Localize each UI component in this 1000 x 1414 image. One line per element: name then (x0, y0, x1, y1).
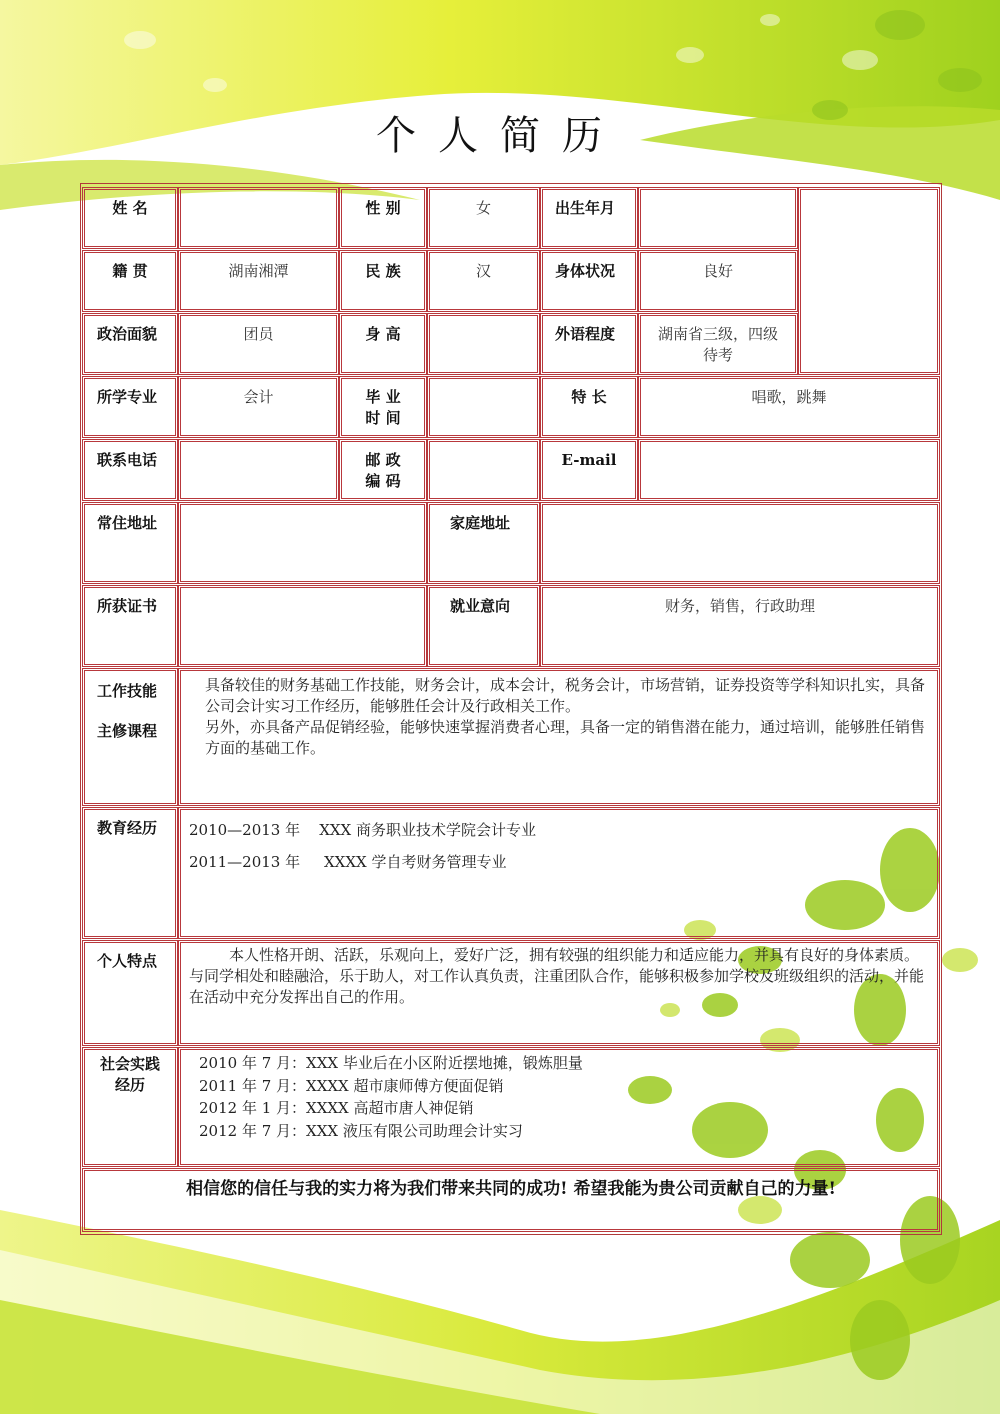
birth-value (638, 187, 798, 249)
personality-content: 本人性格开朗、活跃，乐观向上，爱好广泛，拥有较强的组织能力和适应能力，并具有良好的身体素质。与同学相处和睦融洽，乐于助人，对工作认真负责，注重团队合作，能够积极参加学校及班级组织的活动，并能在活动中充分发挥出自己的作用。 (178, 940, 940, 1046)
skills-label-line-1: 工作技能 (97, 682, 158, 700)
political-value: 团员 (178, 313, 339, 375)
name-value (178, 187, 339, 249)
name-label: 姓 名 (82, 187, 178, 249)
skills-label (82, 668, 178, 806)
skills-paragraph: 另外，亦具备产品促销经验，能够快速掌握消费者心理，具备一定的销售潜在能力，通过培训，能够胜任销售方面的基础工作。 (205, 718, 926, 757)
birth-label: 出生年月 (540, 187, 638, 249)
cert-label: 所获证书 (82, 585, 178, 667)
skill-label: 特 长 (540, 376, 638, 438)
education-content (178, 807, 940, 939)
ethnic-label: 民 族 (339, 250, 427, 312)
closing-statement: 相信您的信任与我的实力将为我们带来共同的成功! 希望我能为贵公司贡献自己的力量! (82, 1168, 940, 1232)
major-value: 会计 (178, 376, 339, 438)
practice-item: 2011 年 7 月：XXXX 超市康师傅方便面促销 (199, 1076, 504, 1095)
native-value: 湖南湘潭 (178, 250, 339, 312)
skills-paragraph: 具备较佳的财务基础工作技能，财务会计，成本会计，税务会计，市场营销，证券投资等学科知识扎实，具备公司会计实习工作经历，能够胜任会计及行政相关工作。 (205, 676, 926, 715)
political-label: 政治面貌 (82, 313, 178, 375)
gender-label: 性 别 (339, 187, 427, 249)
intent-label: 就业意向 (427, 585, 540, 667)
education-item: 2010—2013 年 XXX 商务职业技术学院会计专业 (189, 821, 536, 839)
postal-value (427, 439, 540, 501)
practice-label-line-2: 经历 (114, 1076, 145, 1094)
education-label: 教育经历 (82, 807, 178, 939)
cert-value (178, 585, 427, 667)
phone-value (178, 439, 339, 501)
height-label: 身 高 (339, 313, 427, 375)
postal-label-line-2: 编 码 (365, 472, 401, 490)
practice-item: 2012 年 7 月：XXX 液压有限公司助理会计实习 (199, 1121, 523, 1140)
practice-label-line-1: 社会实践 (99, 1055, 160, 1073)
photo-box (798, 187, 940, 375)
language-label: 外语程度 (540, 313, 638, 375)
height-value (427, 313, 540, 375)
skills-label-line-2: 主修课程 (97, 722, 158, 740)
grad-label (339, 376, 427, 438)
grad-value (427, 376, 540, 438)
practice-item: 2012 年 1 月：XXXX 高超市唐人神促销 (199, 1099, 474, 1117)
intent-value: 财务，销售，行政助理 (540, 585, 940, 667)
education-item: 2011—2013 年 XXXX 学自考财务管理专业 (189, 853, 507, 871)
home-value (540, 502, 940, 584)
postal-label-line-1: 邮 政 (365, 451, 401, 469)
grad-label-line-1: 毕 业 (365, 388, 401, 406)
postal-label (339, 439, 427, 501)
ethnic-value: 汉 (427, 250, 540, 312)
major-label: 所学专业 (82, 376, 178, 438)
email-label: E-mail (540, 439, 638, 501)
page-title: 个人简历 (376, 113, 624, 159)
native-label: 籍 贯 (82, 250, 178, 312)
residence-value (178, 502, 427, 584)
home-label: 家庭地址 (427, 502, 540, 584)
health-label: 身体状况 (540, 250, 638, 312)
practice-label (82, 1047, 178, 1167)
skills-content (178, 668, 940, 806)
skill-value: 唱歌，跳舞 (638, 376, 940, 438)
personality-label: 个人特点 (82, 940, 178, 1046)
grad-label-line-2: 时 间 (365, 409, 401, 427)
email-value (638, 439, 940, 501)
practice-item: 2010 年 7 月：XXX 毕业后在小区附近摆地摊，锻炼胆量 (199, 1054, 583, 1072)
language-value: 湖南省三级，四级待考 (638, 313, 798, 375)
gender-value: 女 (427, 187, 540, 249)
health-value: 良好 (638, 250, 798, 312)
practice-content (178, 1047, 940, 1167)
phone-label: 联系电话 (82, 439, 178, 501)
residence-label: 常住地址 (82, 502, 178, 584)
